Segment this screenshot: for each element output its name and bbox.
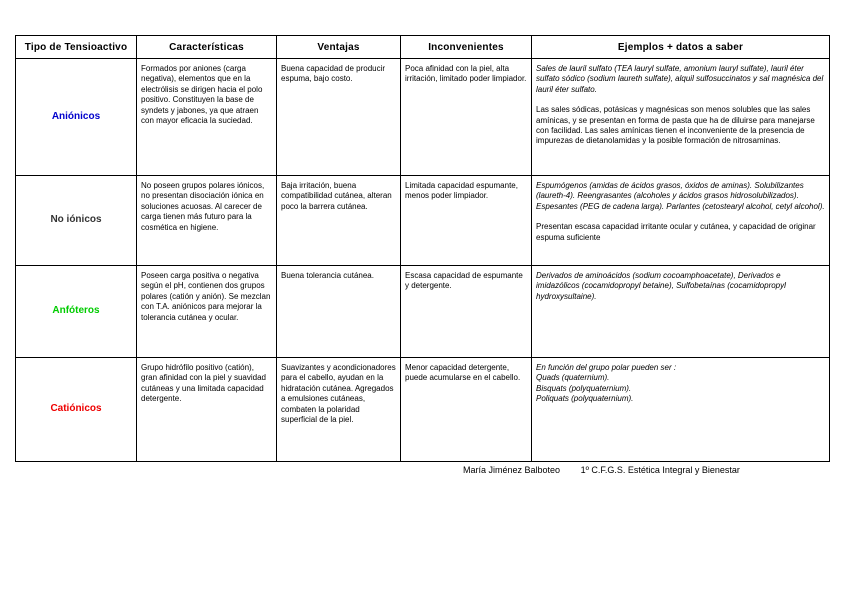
cell-caracteristicas: Poseen carga positiva o negativa según el pH, contienen dos grupos polares (catión y anión). Se mezclan con T.A. aniónicos para mejorar la tolerancia cutánea y ocular. (137, 266, 277, 358)
table-row (16, 266, 830, 358)
type-no-ionicos: No iónicos (16, 176, 137, 266)
ejemplos-list-item: Poliquats (polyquaternium). (536, 394, 634, 404)
cell-caracteristicas: Grupo hidrófilo positivo (catión), gran afinidad con la piel y suavidad cutáneas y una limitada capacidad detergente. (137, 358, 277, 462)
cell-ventajas: Buena tolerancia cutánea. (277, 266, 401, 358)
cell-inconvenientes: Limitada capacidad espumante, menos poder limpiador. (401, 176, 532, 266)
cell-ejemplos (532, 59, 830, 176)
footer-course: 1º C.F.G.S. Estética Integral y Bienestar (580, 465, 740, 475)
cell-ventajas: Suavizantes y acondicionadores para el cabello, ayudan en la hidratación cutánea. Agregados a emulsiones cutáneas, combaten la polaridad superficial de la piel. (277, 358, 401, 462)
footer-author: María Jiménez Balboteo (463, 465, 561, 475)
type-anfoteros: Anfóteros (16, 266, 137, 358)
cell-caracteristicas: Formados por aniones (carga negativa), elementos que en la electrólisis se dirigen hacia el polo positivo. Constituyen la base de syndets y jabones, ya que atraen con mayor eficacia la suciedad. (137, 59, 277, 176)
cell-ejemplos (532, 176, 830, 266)
header-inconvenientes: Inconvenientes (401, 36, 532, 59)
ejemplos-text: En función del grupo polar pueden ser : (536, 363, 677, 372)
cell-ventajas: Buena capacidad de producir espuma, bajo costo. (277, 59, 401, 176)
cell-inconvenientes: Escasa capacidad de espumante y detergente. (401, 266, 532, 358)
cell-ejemplos (532, 358, 830, 462)
cell-inconvenientes: Poca afinidad con la piel, alta irritación, limitado poder limpiador. (401, 59, 532, 176)
ejemplos-text: Derivados de aminoácidos (sodium cocoamphoacetate), Derivados e imidazólicos (cocamidopropyl betaine), Sulfobetaínas (cocamidopropyl hydroxysultaine). (536, 271, 786, 301)
table-row (16, 176, 830, 266)
ejemplos-text: Espumógenos (amidas de ácidos grasos, óxidos de aminas). Solubilizantes (laureth-4). Reengrasantes (alcoholes y ácidos grasos hidrosolubilizados). Espesantes (PEG de cadena larga). Parlantes (cetostearyl alcohol, cetyl alcohol). (536, 181, 825, 211)
cell-ventajas: Baja irritación, buena compatibilidad cutánea, alteran poco la barrera cutánea. (277, 176, 401, 266)
ejemplos-note: Las sales sódicas, potásicas y magnésicas son menos solubles que las sales amínicas, y se presentan en forma de pasta que ha de diluirse para manejarse con facilidad. Las sales amínicas tienen el inconveniente de la presencia de impurezas de dietanolamidas y la posible formación de nitrosaminas. (536, 105, 815, 146)
header-tipo: Tipo de Tensioactivo (16, 36, 137, 59)
cell-caracteristicas: No poseen grupos polares iónicos, no presentan disociación iónica en soluciones acuosas. Al carecer de carga tienen más futuro para la cosmética en higiene. (137, 176, 277, 266)
header-row (16, 36, 830, 59)
cell-ejemplos (532, 266, 830, 358)
footer (463, 465, 740, 475)
ejemplos-note: Presentan escasa capacidad irritante ocular y cutánea, y capacidad de originar espuma suficiente (536, 222, 816, 242)
cell-inconvenientes: Menor capacidad detergente, puede acumularse en el cabello. (401, 358, 532, 462)
header-ventajas: Ventajas (277, 36, 401, 59)
type-cationicos: Catiónicos (16, 358, 137, 462)
ejemplos-list-item: Quads (quaternium). (536, 373, 610, 383)
ejemplos-list-item: Bisquats (polyquaternium). (536, 383, 632, 393)
ejemplos-text: Sales de lauril sulfato (TEA lauryl sulfate, amonium lauryl sulfate), lauril éter sulfato sódico (sodium laureth sulfate), alquil sulfosuccinatos y sal magnésica del lauril éter sulfato. (536, 64, 824, 94)
header-ejemplos: Ejemplos + datos a saber (532, 36, 830, 59)
tensioactivos-table (15, 35, 830, 462)
table-row (16, 59, 830, 176)
type-anionicos: Aniónicos (16, 59, 137, 176)
header-caracteristicas: Características (137, 36, 277, 59)
table-row (16, 358, 830, 462)
